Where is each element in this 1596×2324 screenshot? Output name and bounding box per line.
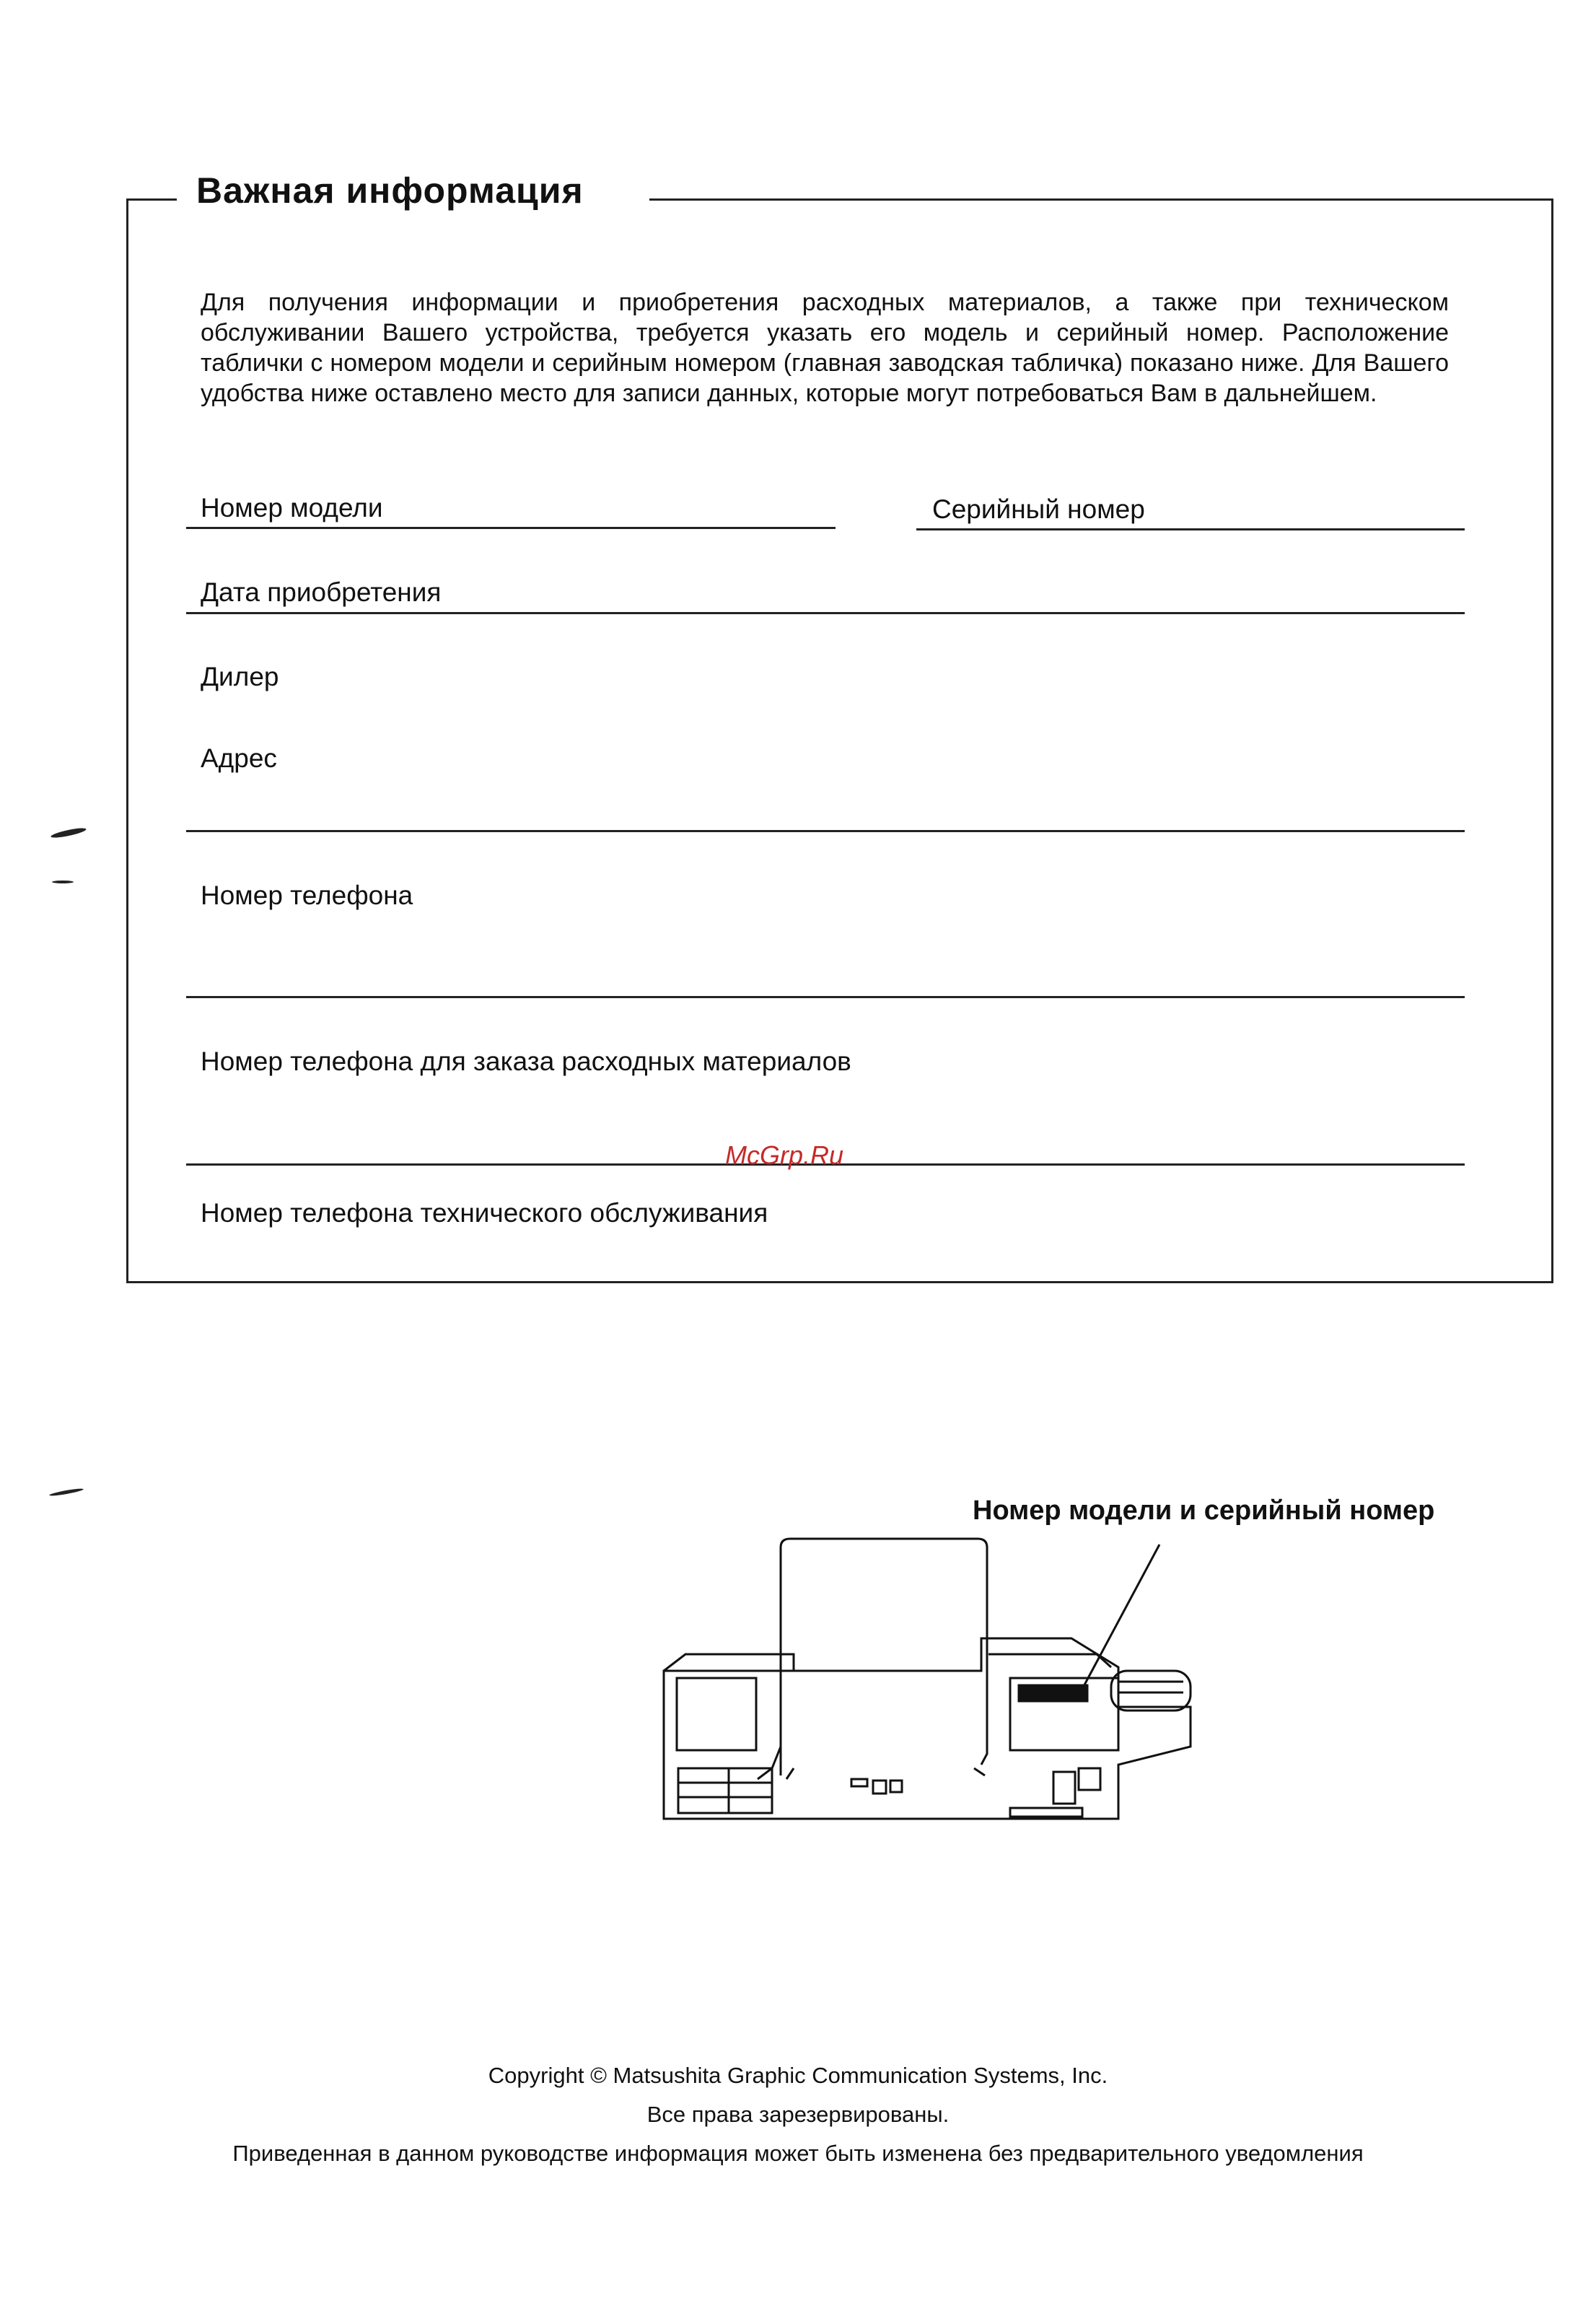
model-number-line[interactable] xyxy=(186,527,836,529)
purchase-date-label: Дата приобретения xyxy=(201,577,442,607)
watermark: McGrp.Ru xyxy=(725,1140,844,1170)
copyright-line: Copyright © Matsushita Graphic Communication Systems, Inc. xyxy=(488,2063,1108,2088)
left-rail xyxy=(664,1654,794,1671)
scan-speck xyxy=(51,826,87,839)
phone-line[interactable] xyxy=(186,996,1465,998)
tray-edge xyxy=(758,1747,781,1779)
scan-speck xyxy=(52,881,74,883)
address-line[interactable] xyxy=(186,830,1465,832)
serial-number-label: Серийный номер xyxy=(932,494,1145,524)
notice-line: Приведенная в данном руководстве информация может быть изменена без предварительного уведомления xyxy=(232,2141,1364,2166)
dealer-label: Дилер xyxy=(201,662,279,691)
switch-icon xyxy=(873,1781,886,1794)
jack-icon xyxy=(1079,1768,1100,1790)
slot-icon xyxy=(851,1779,867,1786)
device-base xyxy=(664,1638,1191,1819)
paper-tray xyxy=(781,1539,987,1775)
phone-label: Номер телефона xyxy=(201,881,413,910)
address-label: Адрес xyxy=(201,743,277,773)
model-number-label: Номер модели xyxy=(201,493,383,523)
rights-line: Все права зарезервированы. xyxy=(646,2102,950,2127)
frame-top-right-segment xyxy=(649,198,1551,201)
rating-label-plate xyxy=(1019,1685,1087,1701)
service-phone-label: Номер телефона технического обслуживания xyxy=(201,1198,768,1228)
serial-number-line[interactable] xyxy=(916,528,1465,530)
supplies-phone-label: Номер телефона для заказа расходных материалов xyxy=(201,1047,851,1076)
purchase-date-line[interactable] xyxy=(186,612,1465,614)
bottom-slot xyxy=(1010,1808,1082,1817)
switch-icon xyxy=(890,1781,902,1792)
left-panel xyxy=(677,1678,756,1750)
illustration-caption: Номер модели и серийный номер xyxy=(973,1495,1435,1526)
handset xyxy=(1111,1671,1191,1711)
fax-device-illustration xyxy=(649,1530,1212,1833)
pointer-line xyxy=(1082,1545,1159,1689)
right-rail xyxy=(988,1654,1111,1667)
jack-icon xyxy=(1053,1772,1075,1804)
frame-top-left-segment xyxy=(126,198,177,201)
left-vent xyxy=(678,1768,772,1813)
section-title: Важная информация xyxy=(196,170,584,211)
intro-paragraph: Для получения информации и приобретения расходных материалов, а также при техническом обслуживании Вашего устройства, требуется указать его модель и серийный номер. Расположение таблички с номером модели и серийным номером (главная заводская табличка) показано ниже. Для Вашего удобства ниже оставлено место для записи данных, которые могут потребоваться Вам в дальнейшем. xyxy=(201,289,1449,407)
scan-speck xyxy=(49,1488,84,1497)
